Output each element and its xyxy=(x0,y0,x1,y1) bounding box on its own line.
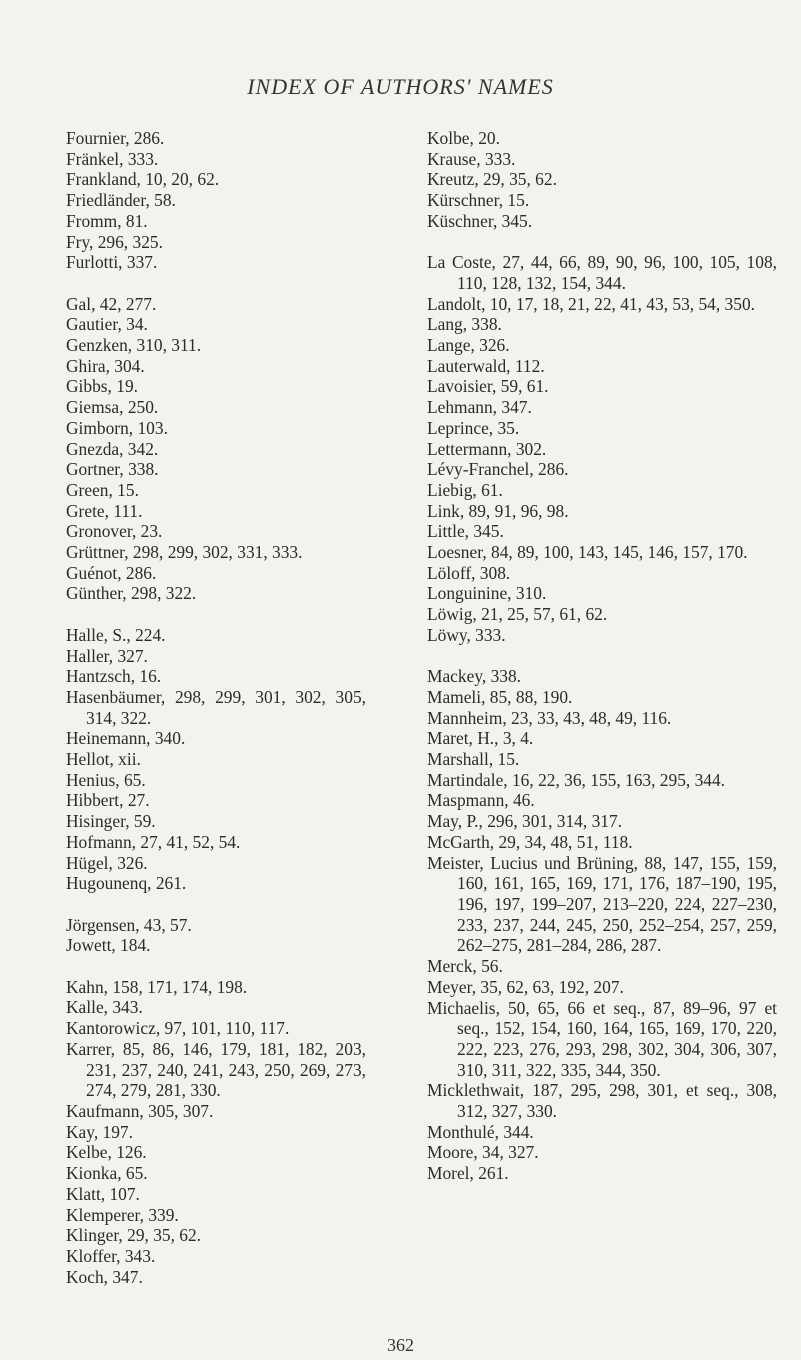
index-entry: Jowett, 184. xyxy=(66,935,151,956)
index-entry: Klatt, 107. xyxy=(66,1183,140,1204)
index-entry: Klemperer, 339. xyxy=(66,1204,179,1225)
index-entry: Gimborn, 103. xyxy=(66,417,168,438)
index-entry: Loesner, 84, 89, 100, 143, 145, 146, 157, 170. xyxy=(427,542,748,563)
index-entry: Merck, 56. xyxy=(427,956,503,977)
index-entry: Krause, 333. xyxy=(427,148,516,169)
index-entry: Kloffer, 343. xyxy=(66,1245,156,1266)
index-entry: Moore, 34, 327. xyxy=(427,1142,539,1163)
index-entry: Lange, 326. xyxy=(427,335,510,356)
index-entry: Marshall, 15. xyxy=(427,749,520,770)
index-entry: Guénot, 286. xyxy=(66,562,157,583)
index-entry: Kreutz, 29, 35, 62. xyxy=(427,169,557,190)
index-entry: Lavoisier, 59, 61. xyxy=(427,376,549,397)
index-entry: Kolbe, 20. xyxy=(427,128,500,148)
index-entry: Haller, 327. xyxy=(66,645,148,666)
index-entry: Hantzsch, 16. xyxy=(66,666,162,687)
index-entry: Green, 15. xyxy=(66,479,139,500)
index-entry: Karrer, 85, 86, 146, 179, 181, 182, 203, 231, 237, 240, 241, 243, 250, 269, 273, 274, 279, 281, 330. xyxy=(66,1038,366,1101)
index-entry: Gortner, 338. xyxy=(66,459,159,480)
index-entry: Leprince, 35. xyxy=(427,417,520,438)
index-entry: La Coste, 27, 44, 66, 89, 90, 96, 100, 105, 108, 110, 128, 132, 154, 344. xyxy=(427,252,777,293)
index-entry: Fromm, 81. xyxy=(66,210,148,231)
index-entry: Löwig, 21, 25, 57, 61, 62. xyxy=(427,604,608,625)
index-entry: Halle, S., 224. xyxy=(66,624,166,645)
index-entry: Micklethwait, 187, 295, 298, 301, et seq., 308, 312, 327, 330. xyxy=(427,1080,777,1122)
index-entry: Grüttner, 298, 299, 302, 331, 333. xyxy=(66,542,303,563)
index-entry: Fournier, 286. xyxy=(66,128,165,148)
index-entry: Mackey, 338. xyxy=(427,666,522,687)
index-entry: Furlotti, 337. xyxy=(66,252,158,273)
index-entry: May, P., 296, 301, 314, 317. xyxy=(427,811,623,832)
index-entry: Michaelis, 50, 65, 66 et seq., 87, 89–96, 97 et seq., 152, 154, 160, 164, 165, 169, 170, 220, 222, 223, 276, 293, 298, 302, 304, 306, 307, 310, 311, 322, 335, 344, 350. xyxy=(427,997,777,1080)
index-entry: Günther, 298, 322. xyxy=(66,583,197,604)
index-entry: Grete, 111. xyxy=(66,500,143,521)
index-entry: Kürschner, 15. xyxy=(427,190,530,211)
index-entry: Kelbe, 126. xyxy=(66,1142,147,1163)
index-entry: Little, 345. xyxy=(427,521,504,542)
index-entry: Jörgensen, 43, 57. xyxy=(66,914,192,935)
index-entry: Liebig, 61. xyxy=(427,479,503,500)
index-entry: Maret, H., 3, 4. xyxy=(427,728,534,749)
index-entry: Longuinine, 310. xyxy=(427,583,547,604)
index-entry: Hofmann, 27, 41, 52, 54. xyxy=(66,831,241,852)
index-entry: Kantorowicz, 97, 101, 110, 117. xyxy=(66,1018,290,1039)
index-entry: Gnezda, 342. xyxy=(66,438,159,459)
right-index-column xyxy=(427,128,777,1184)
page-number: 362 xyxy=(387,1335,414,1355)
index-entry: Landolt, 10, 17, 18, 21, 22, 41, 43, 53, 54, 350. xyxy=(427,293,755,314)
index-entry: Küschner, 345. xyxy=(427,210,533,231)
index-entry: Meyer, 35, 62, 63, 192, 207. xyxy=(427,976,624,997)
index-entry: Hügel, 326. xyxy=(66,852,148,873)
index-entry: Gibbs, 19. xyxy=(66,376,138,397)
index-entry: Kionka, 65. xyxy=(66,1163,148,1184)
index-entry: Hellot, xii. xyxy=(66,749,141,770)
index-entry: Hisinger, 59. xyxy=(66,811,156,832)
index-entry: Monthulé, 344. xyxy=(427,1121,534,1142)
index-entry: Gal, 42, 277. xyxy=(66,293,157,314)
index-entry: Lang, 338. xyxy=(427,314,502,335)
index-entry: Hasenbäumer, 298, 299, 301, 302, 305, 314, 322. xyxy=(66,686,366,728)
index-entry: Lehmann, 347. xyxy=(427,397,532,418)
index-entry: Morel, 261. xyxy=(427,1163,509,1184)
index-entry: Maspmann, 46. xyxy=(427,790,535,811)
index-entry: Klinger, 29, 35, 62. xyxy=(66,1225,202,1246)
index-entry: Fränkel, 333. xyxy=(66,148,159,169)
index-entry: Mannheim, 23, 33, 43, 48, 49, 116. xyxy=(427,707,672,728)
index-entry: Mameli, 85, 88, 190. xyxy=(427,686,573,707)
index-entry: Löloff, 308. xyxy=(427,562,511,583)
left-index-column xyxy=(66,128,366,1287)
index-entry: Friedländer, 58. xyxy=(66,190,176,211)
index-entry: Lévy-Franchel, 286. xyxy=(427,459,569,480)
index-entry: Gronover, 23. xyxy=(66,521,163,542)
index-entry: Kaufmann, 305, 307. xyxy=(66,1100,214,1121)
index-entry: Meister, Lucius und Brüning, 88, 147, 155, 159, 160, 161, 165, 169, 171, 176, 187–190, 195, 196, 197, 199–207, 213–220, 224, 227–230, 233, 237, 244, 245, 250, 252–254, 257, 259, 262–275, 281–284, 286, 287. xyxy=(427,852,777,956)
index-entry: Lauterwald, 112. xyxy=(427,355,545,376)
index-entry: Genzken, 310, 311. xyxy=(66,335,202,356)
index-entry: Gautier, 34. xyxy=(66,314,148,335)
index-entry: Hibbert, 27. xyxy=(66,790,150,811)
index-entry: Giemsa, 250. xyxy=(66,397,159,418)
index-entry: Heinemann, 340. xyxy=(66,728,186,749)
index-entry: Kalle, 343. xyxy=(66,997,143,1018)
index-entry: Lettermann, 302. xyxy=(427,438,547,459)
index-entry: Henius, 65. xyxy=(66,769,146,790)
index-entry: Fry, 296, 325. xyxy=(66,231,163,252)
index-entry: Kay, 197. xyxy=(66,1121,133,1142)
index-entry: Martindale, 16, 22, 36, 155, 163, 295, 344. xyxy=(427,769,726,790)
index-entry: Koch, 347. xyxy=(66,1266,143,1287)
index-entry: Hugounenq, 261. xyxy=(66,873,187,894)
index-entry: Frankland, 10, 20, 62. xyxy=(66,169,220,190)
index-entry: Ghira, 304. xyxy=(66,355,145,376)
index-entry: Kahn, 158, 171, 174, 198. xyxy=(66,976,248,997)
page-title: INDEX OF AUTHORS' NAMES xyxy=(247,74,554,99)
index-entry: Link, 89, 91, 96, 98. xyxy=(427,500,569,521)
index-entry: McGarth, 29, 34, 48, 51, 118. xyxy=(427,831,633,852)
index-entry: Löwy, 333. xyxy=(427,624,506,645)
